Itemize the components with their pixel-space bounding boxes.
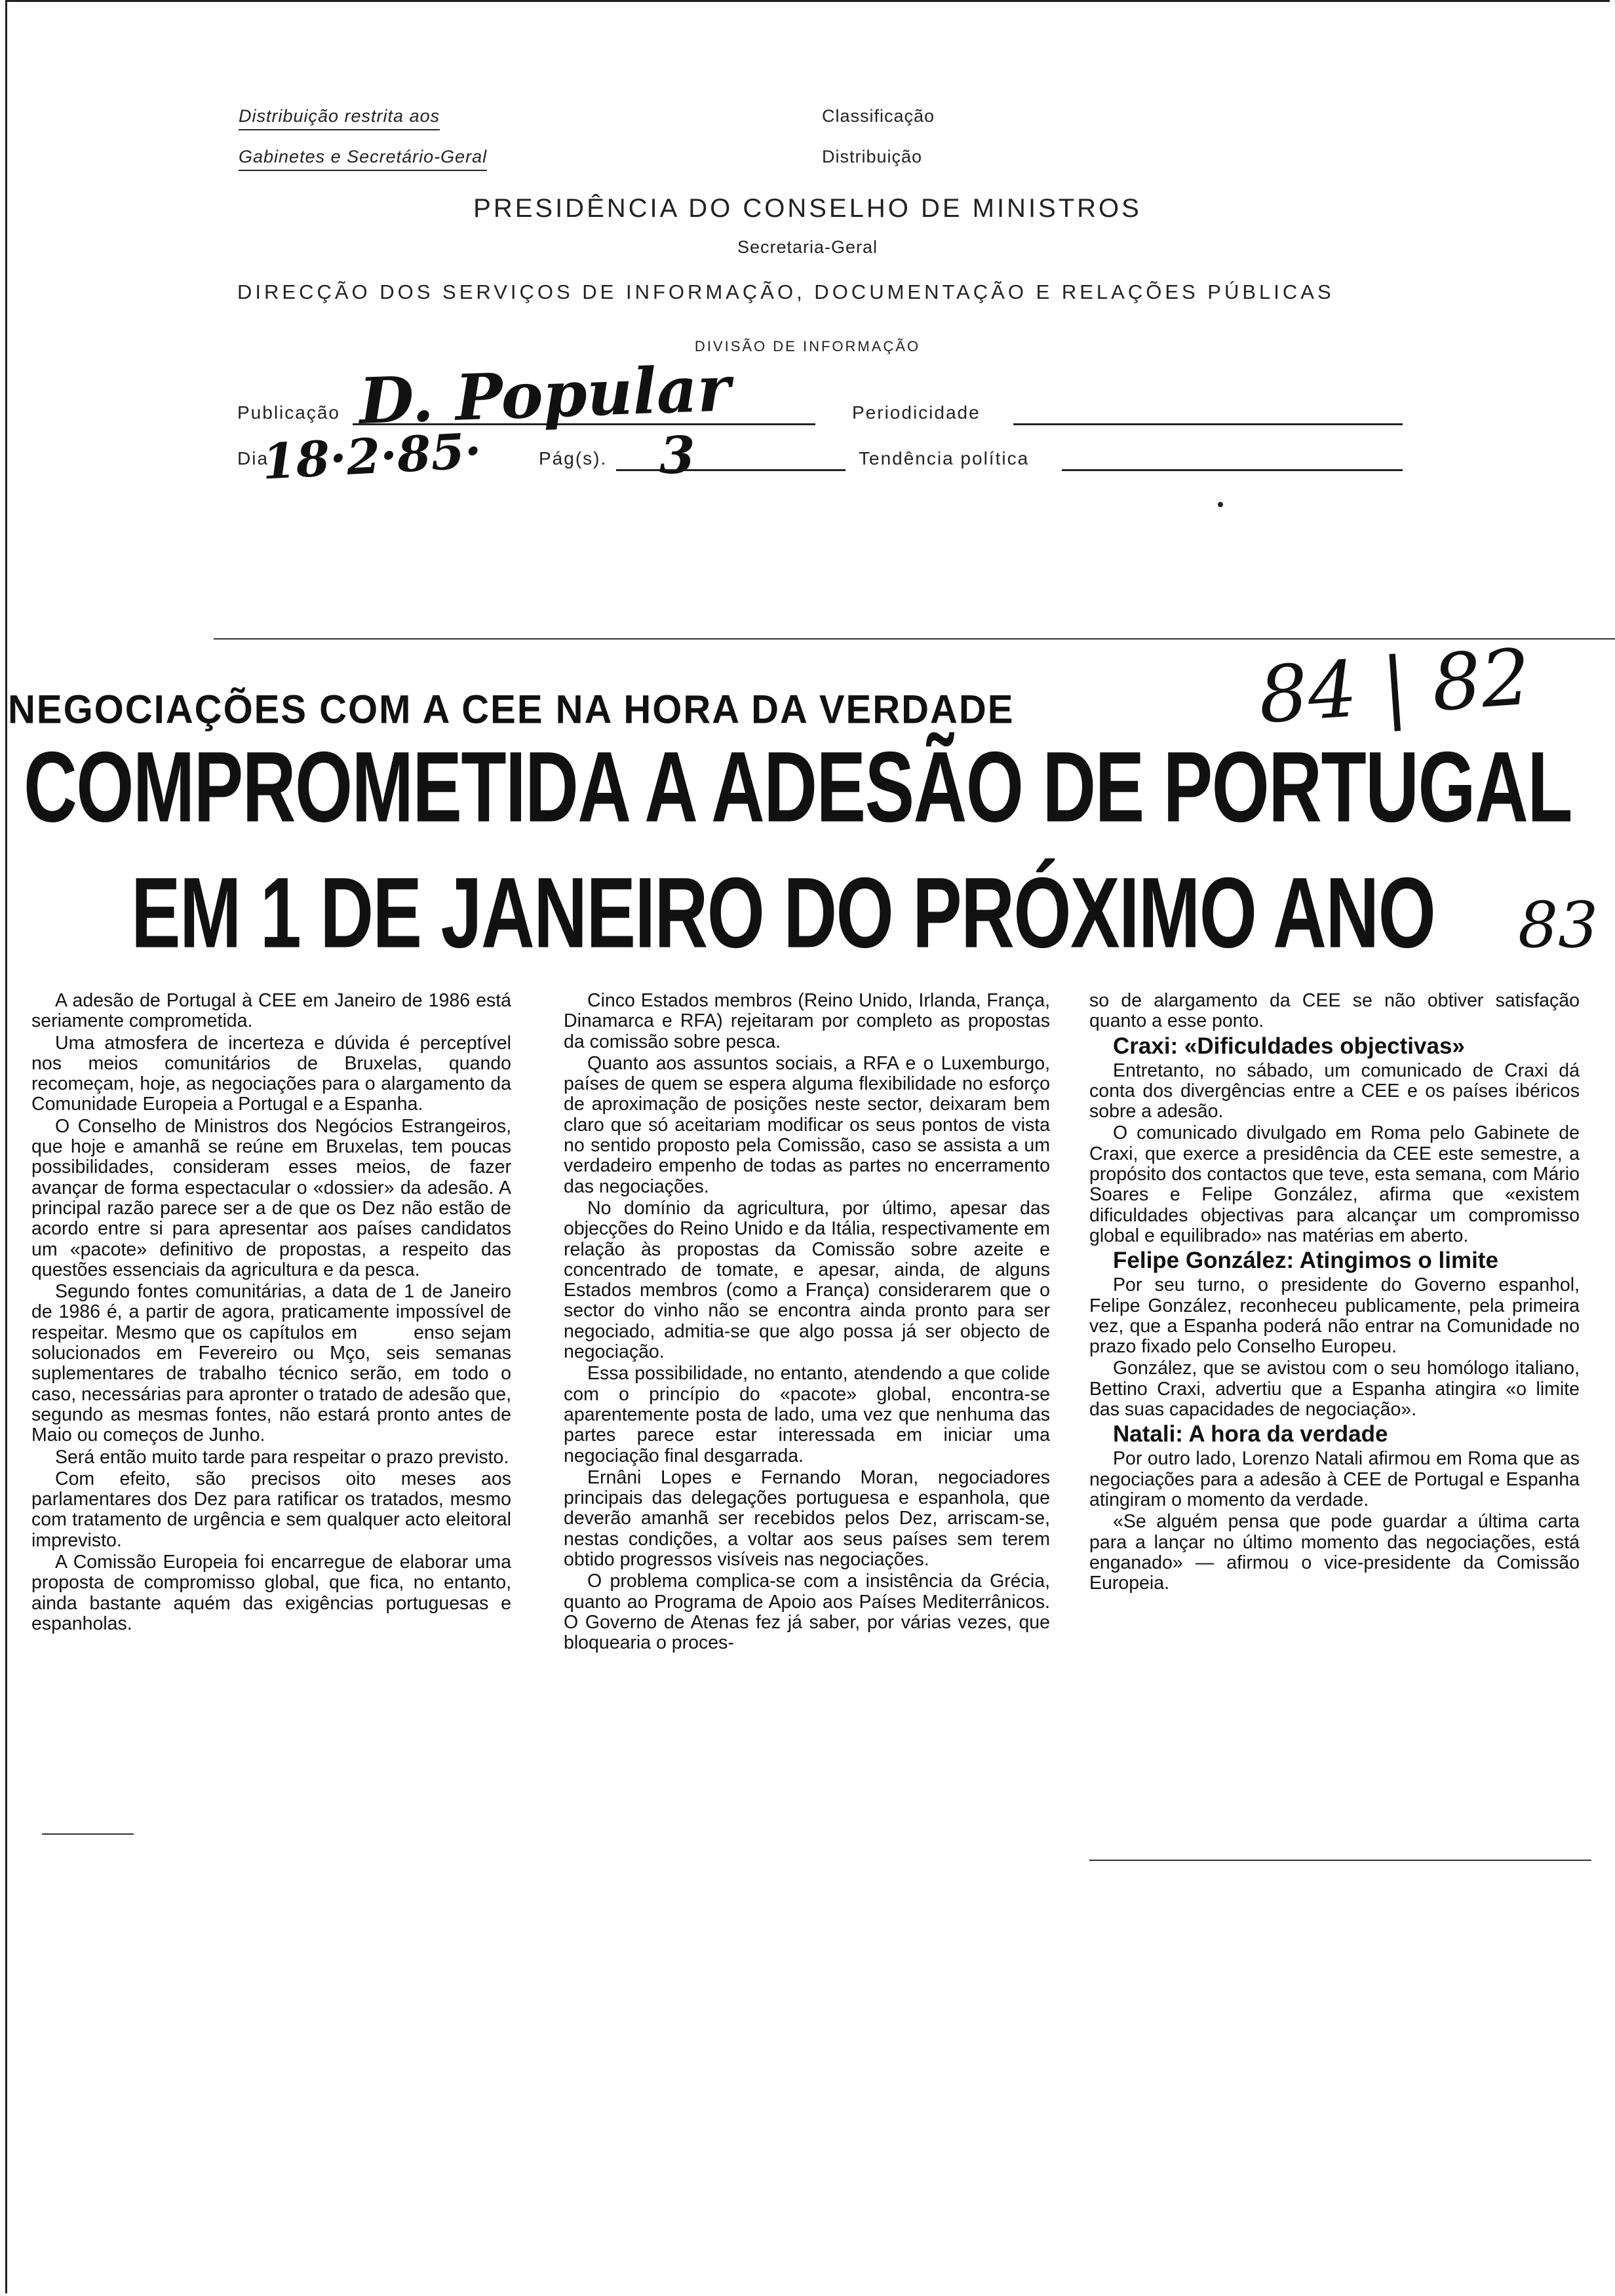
paragraph bbox=[31, 1282, 511, 1445]
publication-label: Publicação bbox=[237, 402, 340, 423]
article-column-3 bbox=[1089, 991, 1580, 1595]
text-fragment: ço, seis semanas suplementares de trabalho técnico serão, em todo o caso, necessárias para apronter o tratado de adesão que, segundo as mesmas fontes, não estará pronto antes de Maio ou começos de Junho. bbox=[31, 1343, 511, 1446]
paragraph: Será então muito tarde para respeitar o prazo previsto. bbox=[55, 1446, 509, 1468]
division-title: DIVISÃO DE INFORMAÇÃO bbox=[694, 338, 921, 354]
paragraph: Entretanto, no sábado, um comunicado de Craxi dá conta dos divergências entre a CEE e os países ibéricos sobre a adesão. bbox=[1089, 1060, 1580, 1122]
paragraph: Com efeito, são precisos oito meses aos parlamentares dos Dez para ratificar os tratados, mesmo com tratamento de urgência e sem qualquer acto eleitoral imprevisto. bbox=[31, 1468, 511, 1551]
paragraph: so de alargamento da CEE se não obtiver satisfação quanto a esse ponto. bbox=[1089, 990, 1580, 1032]
handwritten-suffix: 83 bbox=[1518, 889, 1599, 962]
publication-handwritten: D. Popular bbox=[358, 351, 732, 438]
presidency-title: PRESIDÊNCIA DO CONSELHO DE MINISTROS bbox=[473, 194, 1142, 223]
pages-label: Pág(s). bbox=[539, 448, 608, 469]
article-kicker: NEGOCIAÇÕES COM A CEE NA HORA DA VERDADE bbox=[8, 687, 1015, 733]
paragraph: O problema complica-se com a insistência da Grécia, quanto ao Programa de Apoio aos Países Mediterrânicos. O Governo de Atenas fez já saber, por várias vezes, que bloquearia o proces- bbox=[564, 1571, 1050, 1654]
paragraph: Por outro lado, Lorenzo Natali afirmou em Roma que as negociações para a adesão à CEE de Portugal e Espanha atingiram o momento da verdade. bbox=[1089, 1448, 1580, 1510]
bottom-rule bbox=[1089, 1860, 1591, 1861]
day-handwritten: 18·2·85· bbox=[260, 423, 483, 491]
paragraph: Quanto aos assuntos sociais, a RFA e o Luxemburgo, países de quem se espera alguma flexibilidade no esforço de aproximação de posições neste sector, deixaram bem claro que só aceitariam modificar os seus pontos de vista no sentido proposto pela Comissão, caso se assista a um verdadeiro empenho de todas as partes no encerramento das negociações. bbox=[564, 1052, 1050, 1197]
headline-line1: COMPROMETIDA A ADESÃO DE PORTUGAL bbox=[24, 730, 1572, 843]
text-fragment: enso sejam solucionados em Fevereiro ou M bbox=[31, 1322, 511, 1364]
paragraph: A Comissão Europeia foi encarregue de elaborar uma proposta de compromisso global, que fica, no entanto, ainda bastante aquém das exigências portuguesas e espanholas. bbox=[31, 1552, 511, 1634]
distribution-note-line2: Gabinetes e Secretário-Geral bbox=[239, 147, 487, 171]
tendency-line bbox=[1062, 469, 1403, 471]
paragraph: No domínio da agricultura, por último, apesar das objecções do Reino Unido e da Itália, respectivamente em relação às propostas da Comissão sobre azeite e concentrado de tomate, e apesar, ainda, de alguns Estados membros (como a França) considerarem que o sector do vinho não se encontra ainda pronto para ser negociado, admitia-se que algo possa já ser objecto de negociação. bbox=[564, 1197, 1050, 1363]
paragraph: A adesão de Portugal à CEE em Janeiro de 1986 está seriamente comprometida. bbox=[31, 990, 511, 1032]
directorate-title: DIRECÇÃO DOS SERVIÇOS DE INFORMAÇÃO, DOCUMENTAÇÃO E RELAÇÕES PÚBLICAS bbox=[237, 280, 1334, 303]
article-column-1 bbox=[31, 991, 511, 1636]
periodicity-line bbox=[1013, 423, 1403, 425]
handwritten-reference: 84 | 82 bbox=[1255, 631, 1534, 741]
pages-line bbox=[616, 469, 846, 471]
paragraph: Ernâni Lopes e Fernando Moran, negociadores principais das delegações portuguesa e espanhola, que deverão amanhã ser recebidos pelos Dez, arriscam-se, nestas condições, a voltar aos seus países sem terem obtido progressos visíveis nas negociações. bbox=[564, 1466, 1050, 1571]
day-label: Dia bbox=[237, 448, 269, 469]
paragraph: O comunicado divulgado em Roma pelo Gabinete de Craxi, que exerce a presidência da CEE este semestre, a propósito dos contactos que teve, esta semana, com Mário Soares e Felipe González, afirma que «existem dificuldades objectivas para alcançar um compromisso global e equilibrado» nas matérias em aberto. bbox=[1089, 1122, 1580, 1246]
article-column-2 bbox=[564, 991, 1050, 1655]
classification-label: Classificação bbox=[822, 106, 935, 126]
pages-handwritten: 3 bbox=[659, 426, 695, 486]
subheading-gonzalez: Felipe González: Atingimos o limite bbox=[1113, 1248, 1498, 1274]
periodicity-label: Periodicidade bbox=[852, 402, 981, 423]
paragraph: «Se alguém pensa que pode guardar a última carta para a lançar no último momento das negociações, está enganado» — afirmou o vice-presidente da Comissão Europeia. bbox=[1089, 1511, 1580, 1594]
distribution-note-line1: Distribuição restrita aos bbox=[239, 106, 440, 130]
distribution-label: Distribuição bbox=[822, 147, 923, 166]
text-fragment: Segundo fontes comunitárias, a data de 1 de Janeiro de 1986 é, a partir de agora, praticamente impossível de respeitar. Mesmo que os capítulos em bbox=[31, 1281, 511, 1343]
headline-line2: EM 1 DE JANEIRO DO PRÓXIMO ANO bbox=[131, 856, 1435, 969]
paragraph: O Conselho de Ministros dos Negócios Estrangeiros, que hoje e amanhã se reúne em Bruxelas, tem poucas possibilidades, consideram esses meios, de fazer avançar de forma espectacular o «dossier» da adesão. A principal razão parece ser a de que os Dez não estão de acordo entre si para apresentar aos países candidatos um «pacote» definitivo de propostas, a respeito das questões essenciais da agricultura e da pesca. bbox=[31, 1115, 511, 1280]
paragraph: Uma atmosfera de incerteza e dúvida é perceptível nos meios comunitários de Bruxelas, quando recomeçam, hoje, as negociações para o alargamento da Comunidade Europeia a Portugal e a Espanha. bbox=[31, 1032, 511, 1115]
secretariat-title: Secretaria-Geral bbox=[737, 237, 878, 257]
paragraph: González, que se avistou com o seu homólogo italiano, Bettino Craxi, advertiu que a Espanha atingira «o limite das suas capacidades de negociação». bbox=[1089, 1358, 1580, 1421]
paragraph: Essa possibilidade, no entanto, atendendo a que colide com o princípio do «pacote» global, encontra-se aparentemente posta de lado, uma vez que nenhuma das partes parece estar interessada em iniciar uma negociação final desgarrada. bbox=[564, 1363, 1050, 1466]
paragraph: Cinco Estados membros (Reino Unido, Irlanda, França, Dinamarca e RFA) rejeitaram por completo as propostas da comissão sobre pesca. bbox=[564, 990, 1050, 1052]
tendency-label: Tendência política bbox=[859, 448, 1030, 469]
subheading-natali: Natali: A hora da verdade bbox=[1113, 1421, 1388, 1447]
speck bbox=[1218, 502, 1223, 507]
paragraph: Por seu turno, o presidente do Governo espanhol, Felipe González, reconheceu publicamente, pela primeira vez, que a Espanha poderá não entrar na Comunidade no prazo fixado pelo Conselho Europeu. bbox=[1089, 1274, 1580, 1358]
subheading-craxi: Craxi: «Dificuldades objectivas» bbox=[1113, 1033, 1465, 1059]
column-end-rule bbox=[42, 1833, 134, 1835]
